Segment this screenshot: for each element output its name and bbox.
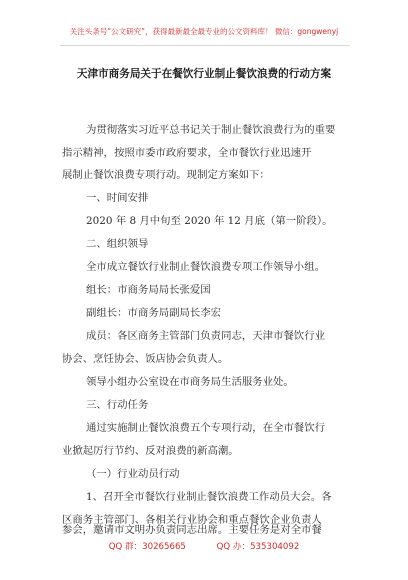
header-divider xyxy=(60,45,350,46)
document-title: 天津市商务局关于在餐饮行业制止餐饮浪费的行动方案 xyxy=(76,68,332,80)
paragraph-line: 组长：市商务局局长张爱国 xyxy=(86,284,211,296)
paragraph-line: 指示精神，按照市委市政府要求，全市餐饮行业迅速开 xyxy=(62,147,312,159)
paragraph-line: 1、召开全市餐饮行业制止餐饮浪费工作动员大会。各 xyxy=(86,491,332,503)
paragraph-line: 展制止餐饮浪费专项行动。现制定方案如下： xyxy=(62,169,270,181)
section-heading: 一、时间安排 xyxy=(86,192,149,204)
paragraph-line: 参会，邀请市文明办负责同志出席。主要任务是对全市餐 xyxy=(62,524,322,536)
header-banner: 关注头条号“公文研究”，获得最新最全最专业的公文资料库！ 微信：gongwenyj xyxy=(69,27,339,36)
paragraph-line: 全市成立餐饮行业制止餐饮浪费专项工作领导小组。 xyxy=(86,261,325,273)
paragraph-line: 区商务主管部门、各相关行业协会和重点餐饮企业负责人 xyxy=(62,514,322,526)
paragraph-line: 为贯彻落实习近平总书记关于制止餐饮浪费行为的重要 xyxy=(86,124,336,136)
paragraph-line: 领导小组办公室设在市商务局生活服务业处。 xyxy=(86,376,294,388)
subsection-heading: （一）行业动员行动 xyxy=(86,468,180,480)
section-heading: 三、行动任务 xyxy=(86,399,149,411)
paragraph-line: 协会、烹饪协会、饭店协会负责人。 xyxy=(62,353,229,365)
footer-qq-group: QQ 群：30265665 xyxy=(108,542,186,552)
section-heading: 二、组织领导 xyxy=(86,238,149,250)
paragraph-line: 成员：各区商务主管部门负责同志，天津市餐饮行业 xyxy=(86,330,325,342)
paragraph-line: 通过实施制止餐饮浪费五个专项行动，在全市餐饮行 xyxy=(86,422,325,434)
paragraph-line: 业掀起厉行节约、反对浪费的新高潮。 xyxy=(62,445,239,457)
footer-qq-office: QQ 办：535304092 xyxy=(216,542,300,552)
paragraph-line: 2020 年 8 月中旬至 2020 年 12 月底（第一阶段）。 xyxy=(86,215,333,227)
paragraph-line: 副组长：市商务局副局长李宏 xyxy=(86,307,222,319)
footer-contacts xyxy=(0,540,408,552)
